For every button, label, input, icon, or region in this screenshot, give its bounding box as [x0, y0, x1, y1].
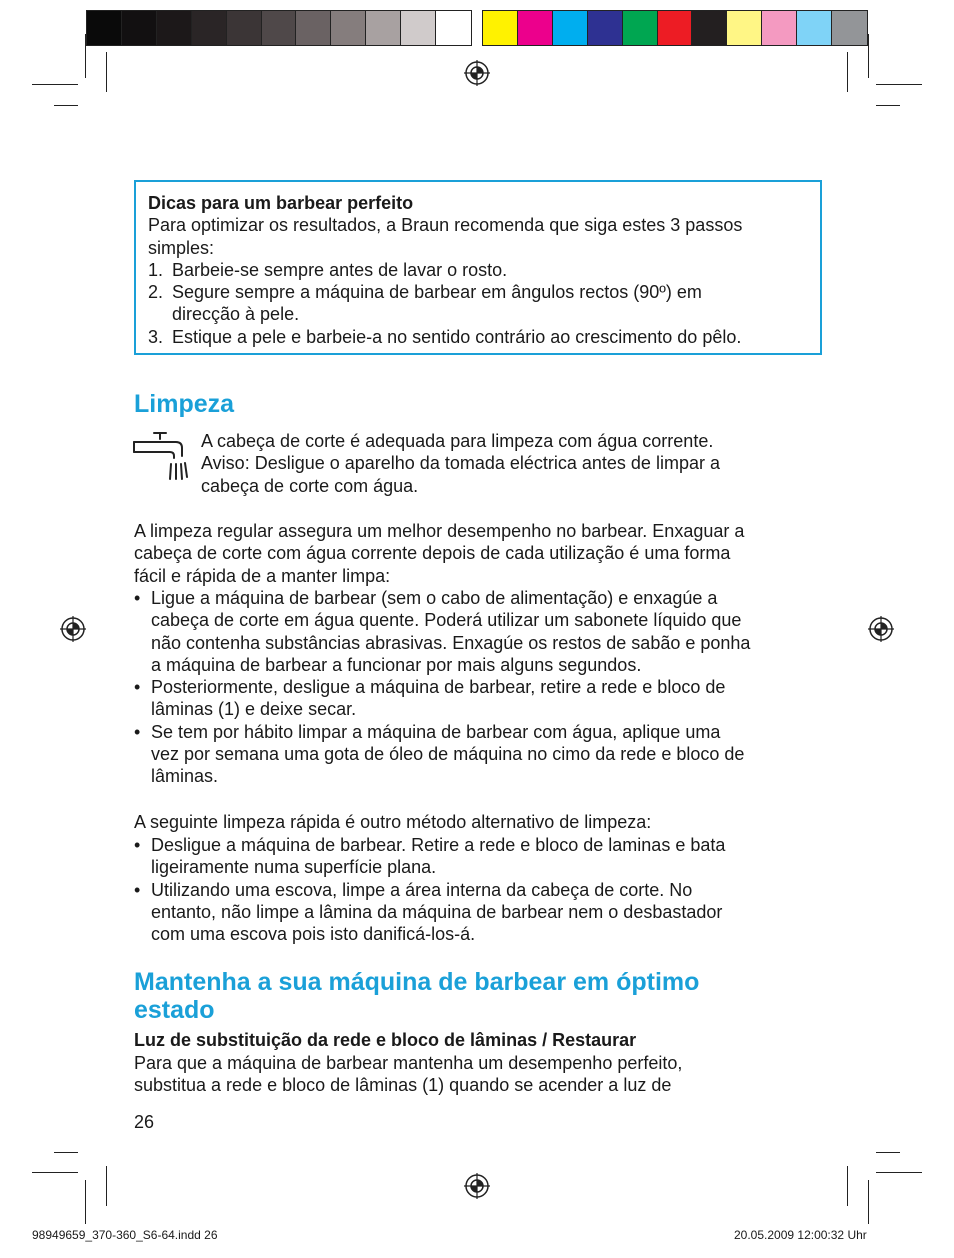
bullet: • [134, 721, 141, 742]
step-number: 1. [148, 259, 164, 280]
tips-title: Dicas para um barbear perfeito [148, 193, 414, 213]
crop-mark [54, 105, 78, 106]
bullet: • [134, 879, 141, 900]
crop-mark [876, 1152, 900, 1153]
color-swatch [401, 11, 436, 45]
list-item [134, 834, 725, 879]
text-line: com uma escova pois isto danificá-los-á. [151, 924, 476, 945]
text-line: vez por semana uma gota de óleo de máquina no cimo da rede e bloco de [151, 744, 745, 765]
text-line: substitua a rede e bloco de lâminas (1) quando se acender a luz de [134, 1075, 672, 1096]
color-swatch [366, 11, 401, 45]
footer-timestamp: 20.05.2009 12:00:32 Uhr [734, 1228, 867, 1242]
text-line: cabeça de corte com água corrente depois de cada utilização é uma forma [134, 543, 731, 564]
step-text: direcção à pele. [172, 304, 300, 325]
text-line: Ligue a máquina de barbear (sem o cabo de alimentação) e enxagúe a [151, 588, 718, 608]
text-line: Para que a máquina de barbear mantenha um desempenho perfeito, [134, 1053, 683, 1073]
registration-mark-icon [868, 616, 894, 642]
registration-mark-icon [464, 1173, 490, 1199]
text-line: Posteriormente, desligue a máquina de barbear, retire a rede e bloco de [151, 677, 726, 698]
water-tap-icon [132, 430, 188, 484]
tips-intro-line: Para optimizar os resultados, a Braun recomenda que siga estes 3 passos [148, 215, 743, 236]
text-line: lâminas. [151, 766, 219, 787]
color-swatch [192, 11, 227, 45]
color-swatch [331, 11, 366, 45]
maintenance-heading [134, 968, 699, 1024]
list-item [148, 259, 809, 281]
crop-mark [85, 1180, 86, 1224]
text-line: lâminas (1) e deixe secar. [151, 699, 357, 720]
list-item [148, 281, 809, 326]
text-line: cabeça de corte com água. [201, 475, 419, 496]
registration-mark-icon [60, 616, 86, 642]
color-swatch [797, 11, 832, 45]
text-line: cabeça de corte em água quente. Poderá utilizar um sabonete líquido que [151, 610, 742, 631]
color-swatch [436, 11, 471, 45]
heading-line: Mantenha a sua máquina de barbear em óptimo [134, 968, 700, 996]
crop-mark [85, 34, 86, 78]
crop-mark [54, 1152, 78, 1153]
color-swatch [227, 11, 262, 45]
text-line: não contenha substâncias abrasivas. Enxagúe os restos de sabão e ponha [151, 632, 751, 653]
color-swatch [157, 11, 192, 45]
tips-intro-line: simples: [148, 237, 215, 258]
color-swatch [623, 11, 658, 45]
color-calibration-bar [482, 10, 868, 46]
bullet: • [134, 588, 141, 608]
registration-mark-icon [464, 60, 490, 86]
color-swatch [296, 11, 331, 45]
text-line: A limpeza regular assegura um melhor desempenho no barbear. Enxaguar a [134, 521, 745, 541]
crop-mark [847, 52, 848, 92]
list-item [148, 326, 809, 348]
bullet: • [134, 677, 141, 698]
color-swatch [122, 11, 157, 45]
color-swatch [518, 11, 553, 45]
step-number: 2. [148, 282, 164, 303]
list-item [134, 721, 750, 788]
crop-mark [847, 1166, 848, 1206]
step-text: Estique a pele e barbeie-a no sentido contrário ao crescimento do pêlo. [172, 326, 742, 347]
crop-mark [106, 1166, 107, 1206]
list-item [134, 587, 750, 676]
list-item [134, 879, 725, 946]
bullet: • [134, 835, 141, 855]
color-swatch [762, 11, 797, 45]
crop-mark [876, 105, 900, 106]
text-line: Aviso: Desligue o aparelho da tomada eléctrica antes de limpar a [201, 453, 720, 474]
maintenance-paragraph [134, 1052, 682, 1097]
list-item [134, 676, 750, 721]
color-swatch [483, 11, 518, 45]
text-line: Desligue a máquina de barbear. Retire a rede e bloco de laminas e bata [151, 835, 726, 855]
maintenance-subheading: Luz de substituição da rede e bloco de lâminas / Restaurar [134, 1030, 637, 1050]
text-line: Se tem por hábito limpar a máquina de barbear com água, aplique uma [151, 721, 721, 742]
color-swatch [553, 11, 588, 45]
color-swatch [588, 11, 623, 45]
text-line: A cabeça de corte é adequada para limpeza com água corrente. [201, 431, 714, 451]
tips-steps-list [148, 259, 809, 348]
color-swatch [658, 11, 693, 45]
crop-mark [106, 52, 107, 92]
text-line: Utilizando uma escova, limpe a área interna da cabeça de corte. No [151, 879, 693, 900]
crop-mark [32, 84, 78, 85]
page-number: 26 [134, 1112, 155, 1132]
tap-instructions [201, 430, 720, 497]
footer-filename: 98949659_370-360_S6-64.indd 26 [32, 1228, 218, 1242]
limpeza-paragraph [134, 520, 744, 587]
text-line: entanto, não limpe a lâmina da máquina de barbear nem o desbastador [151, 901, 723, 922]
gray-calibration-bar [86, 10, 472, 46]
step-number: 3. [148, 326, 164, 347]
crop-mark [876, 1172, 922, 1173]
crop-mark [868, 34, 869, 78]
limpeza-bullets [134, 587, 750, 788]
limpeza-heading: Limpeza [134, 390, 235, 418]
color-swatch [692, 11, 727, 45]
crop-mark [32, 1172, 78, 1173]
text-line: fácil e rápida de a manter limpa: [134, 565, 391, 586]
step-text: Barbeie-se sempre antes de lavar o rosto. [172, 259, 508, 280]
tips-box [134, 180, 822, 355]
crop-mark [868, 1180, 869, 1224]
step-text: Segure sempre a máquina de barbear em ângulos rectos (90º) em [172, 282, 702, 303]
heading-line: estado [134, 996, 215, 1024]
color-swatch [832, 11, 867, 45]
color-swatch [87, 11, 122, 45]
quick-clean-bullets [134, 834, 725, 945]
quick-clean-intro: A seguinte limpeza rápida é outro método alternativo de limpeza: [134, 812, 652, 832]
text-line: a máquina de barbear a funcionar por mais alguns segundos. [151, 654, 642, 675]
text-line: ligeiramente numa superfície plana. [151, 857, 437, 878]
color-swatch [262, 11, 297, 45]
crop-mark [876, 84, 922, 85]
color-swatch [727, 11, 762, 45]
